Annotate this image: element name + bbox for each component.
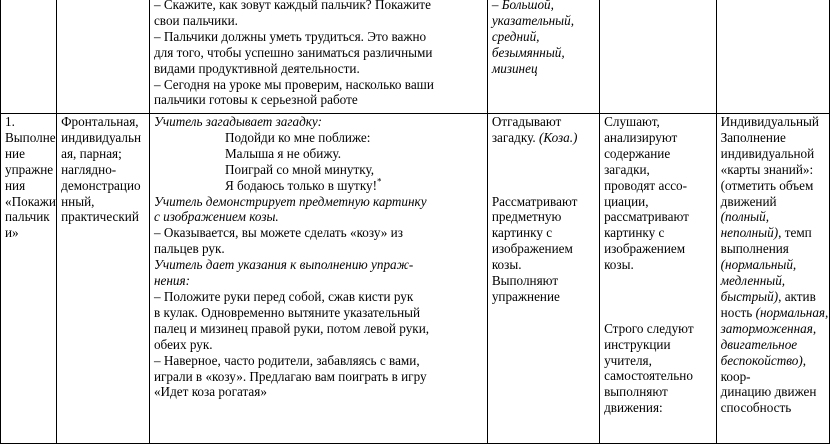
riddle-line: Малыша я не обижу. <box>224 145 342 161</box>
text-line: нный, <box>61 193 95 209</box>
student-activity-cell <box>487 114 599 444</box>
footnote-mark: * <box>377 176 382 187</box>
text-line: – Положите руки перед собой, сжав кисти рук <box>153 288 414 304</box>
text-line: проводят ассо- <box>604 177 688 193</box>
text-fragment: , темп <box>778 225 812 241</box>
text-line: – Пальчики должны уметь трудиться. Это важно <box>153 28 427 44</box>
text-line: 1. <box>5 114 15 129</box>
text-line: Индивидуальный <box>720 114 819 129</box>
table-row <box>1 0 830 114</box>
text-line: – Скажите, как зовут каждый пальчик? Покажите <box>153 0 431 12</box>
row1-form-cell <box>57 0 150 114</box>
text-line: выполняют <box>604 384 668 400</box>
text-line: видами продуктивной деятельности. <box>153 60 360 76</box>
text-line: козы. <box>491 257 522 273</box>
text-line: с изображением козы. <box>153 209 279 225</box>
text-line: мизинец <box>491 60 538 76</box>
text-line: пальцев рук. <box>153 241 225 257</box>
control-cell <box>716 114 829 444</box>
text-line: способность <box>720 400 792 416</box>
text-line: ния <box>5 177 26 193</box>
row1-stage-cell <box>1 0 57 114</box>
text-line: Заполнение <box>720 129 786 145</box>
text-fragment: беспокойство) <box>720 352 803 368</box>
text-fragment: ность <box>720 304 753 320</box>
text-line: Учитель дает указания к выполнению упраж- <box>153 257 414 273</box>
riddle-line <box>154 178 483 194</box>
text-line <box>492 130 595 146</box>
teacher-activity-cell <box>149 114 487 444</box>
text-line <box>721 353 825 369</box>
text-line: – Сегодня на уроке мы проверим, насколько ваши <box>153 76 434 92</box>
text-line: указательный, <box>491 12 575 28</box>
text-line: движений <box>720 193 777 209</box>
text-line: «карты знаний»: <box>720 161 814 177</box>
text-line: Отгадывают <box>491 114 562 129</box>
text-line: двигательное <box>720 336 798 352</box>
text-line: играли в «козу». Предлагаю вам поиграть в игру <box>153 368 427 384</box>
text-line: самостоятельно <box>604 368 693 384</box>
text-line: упражне <box>5 161 54 177</box>
spacer <box>604 273 712 321</box>
text-fragment: загадку. <box>491 129 536 145</box>
uud-cell <box>600 114 717 444</box>
row1-teacher-cell <box>149 0 487 114</box>
text-line: пальчик <box>5 209 50 225</box>
text-line: заторможенная, <box>720 320 817 336</box>
text-line: циации, <box>604 193 649 209</box>
text-line: и» <box>5 225 19 241</box>
text-line: картинку с <box>491 225 553 241</box>
text-fragment: (нормальная, <box>755 304 829 320</box>
text-line: – Наверное, часто родители, забавляясь с вами, <box>153 352 420 368</box>
text-line: картинку с <box>604 225 665 241</box>
text-line: обеих рук. <box>153 336 213 352</box>
text-line: нения: <box>153 273 191 289</box>
text-line: Выполняют <box>491 273 559 289</box>
text-line: свои пальчики. <box>153 12 238 28</box>
text-line: – Большой, <box>491 0 554 12</box>
text-line: индивидуальной <box>720 145 815 161</box>
text-line <box>720 304 829 321</box>
text-line: движения: <box>604 400 663 416</box>
text-line: анализируют <box>604 129 678 145</box>
text-line: (полный, <box>720 209 770 225</box>
text-line: рассматривают <box>604 209 689 225</box>
text-line: предметную <box>491 209 562 225</box>
text-line: загадки, <box>604 161 650 177</box>
text-fragment: неполный) <box>720 225 779 241</box>
text-fragment: , <box>802 352 807 368</box>
text-line: медленный, <box>720 273 786 289</box>
text-line: выполнения <box>720 241 789 257</box>
text-line: коор- <box>720 368 751 384</box>
text-line: практический <box>61 209 139 225</box>
text-line: упражнение <box>491 288 560 304</box>
text-line: Выполне <box>5 129 56 145</box>
text-line: учителя, <box>604 352 652 368</box>
table-row <box>1 114 830 444</box>
text-line: инструкции <box>604 336 671 352</box>
text-line: наглядно- <box>61 161 117 177</box>
text-line: «Идет коза рогатая» <box>153 384 267 400</box>
text-line: ние <box>5 145 25 161</box>
text-line: демонстрацио <box>61 177 141 193</box>
text-line: Фронтальная, <box>61 114 139 129</box>
text-line: козы. <box>604 257 634 273</box>
row1-uud-cell <box>600 0 717 114</box>
riddle-line-text: Я бодаюсь только в шутку! <box>224 177 378 193</box>
row1-students-cell <box>487 0 599 114</box>
text-line: – Оказывается, вы можете сделать «козу» из <box>153 225 403 241</box>
text-line: содержание <box>604 145 671 161</box>
text-line: «Покажи <box>5 193 56 209</box>
text-line: Рассматривают <box>491 193 578 209</box>
text-line: динацию движен <box>720 384 817 400</box>
text-line: ая, парная; <box>61 145 122 161</box>
text-line: в кулак. Одновременно вытяните указательный <box>153 304 421 320</box>
text-line: изображением <box>491 241 573 257</box>
text-line: изображением <box>604 241 686 257</box>
spacer <box>492 146 595 194</box>
form-cell <box>57 114 150 444</box>
stage-cell <box>1 114 57 444</box>
text-line <box>721 289 825 305</box>
text-fragment: , актив <box>778 288 816 304</box>
text-line: безымянный, <box>491 44 565 60</box>
text-line: индивидуальн <box>61 129 142 145</box>
text-line: Слушают, <box>604 114 660 129</box>
answer-fragment: (Коза.) <box>538 129 578 145</box>
text-line: Строго следуют <box>604 320 694 336</box>
text-fragment: быстрый) <box>720 288 779 304</box>
text-line: Учитель демонстрирует предметную картинку <box>153 193 427 209</box>
text-line: для того, чтобы успешно заниматься различными <box>153 44 433 60</box>
riddle-intro: Учитель загадывает загадку: <box>153 114 323 129</box>
text-line: палец и мизинец правой руки, потом левой руки, <box>153 320 430 336</box>
text-line <box>721 225 825 241</box>
text-line: (отметить объем <box>720 177 814 193</box>
text-line: пальчики готовы к серьезной работе <box>153 92 358 108</box>
row1-control-cell <box>716 0 829 114</box>
riddle-line: Подойди ко мне поближе: <box>224 129 371 145</box>
text-line: средний, <box>491 28 540 44</box>
riddle-line: Поиграй со мной минутку, <box>224 161 375 177</box>
text-line: (нормальный, <box>720 257 797 273</box>
